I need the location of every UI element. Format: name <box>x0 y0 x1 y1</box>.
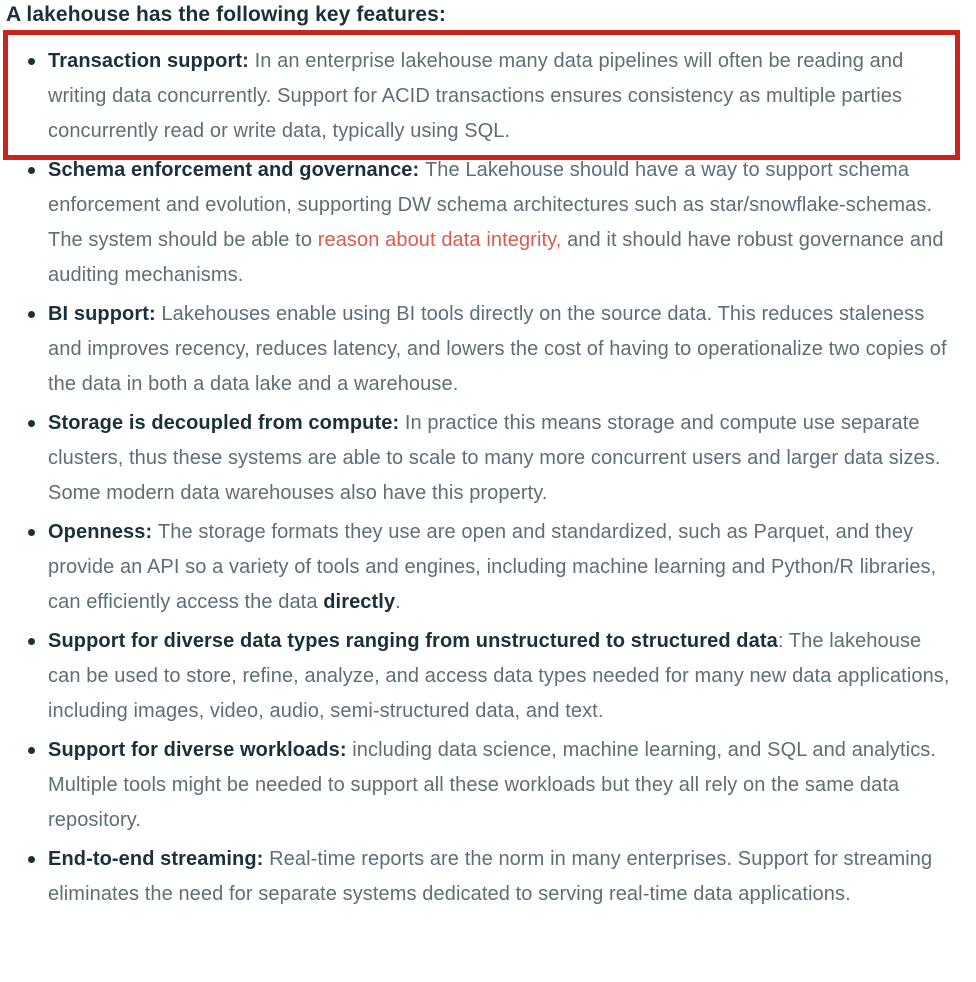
list-item <box>6 624 958 729</box>
feature-label: Openness: <box>48 521 158 543</box>
feature-text: Lakehouses enable using BI tools directly on the source data. This reduces staleness and improves recency, reduces latency, and lowers the cost of having to operationalize two copies of the data in both a data lake and a warehouse. <box>48 303 947 395</box>
bullet-icon <box>28 58 35 65</box>
feature-text: and it should have robust governance and auditing mechanisms. <box>48 229 944 286</box>
bullet-icon <box>28 638 35 645</box>
bullet-icon <box>28 747 35 754</box>
feature-text: . <box>395 591 401 613</box>
list-item <box>6 153 958 293</box>
list-item <box>6 733 958 838</box>
feature-label: End-to-end streaming: <box>48 848 270 870</box>
bullet-icon <box>28 167 35 174</box>
feature-label: BI support: <box>48 303 162 325</box>
feature-text: including data science, machine learning, and SQL and analytics. Multiple tools might be needed to support all these workloads but they all rely on the same data repository. <box>48 739 937 831</box>
list-item <box>6 842 958 912</box>
feature-list <box>6 44 970 912</box>
feature-text: In practice this means storage and compute use separate clusters, thus these systems are able to scale to many more concurrent users and larger data sizes. Some modern data warehouses also have this property. <box>48 412 941 504</box>
bullet-icon <box>28 529 35 536</box>
feature-label: Transaction support: <box>48 50 255 72</box>
feature-text: The storage formats they use are open and standardized, such as Parquet, and they provide an API so a variety of tools and engines, including machine learning and Python/R libraries, can efficiently access the data <box>48 521 937 613</box>
feature-text: The Lakehouse should have a way to support schema enforcement and evolution, supporting DW schema architectures such as star/snowflake-schemas. The system should be able to <box>48 159 933 251</box>
bullet-icon <box>28 856 35 863</box>
feature-text: In an enterprise lakehouse many data pipelines will often be reading and writing data concurrently. Support for ACID transactions ensures consistency as multiple parties concurrently read or write data, typically using SQL. <box>48 50 904 142</box>
link-reason-about-data-integrity[interactable]: reason about data integrity, <box>317 229 562 251</box>
page-title: A lakehouse has the following key features: <box>6 3 446 26</box>
feature-label: Schema enforcement and governance: <box>48 159 425 181</box>
list-item-highlighted <box>6 44 958 149</box>
bullet-icon <box>28 420 35 427</box>
list-item <box>6 515 958 620</box>
feature-text: Real-time reports are the norm in many enterprises. Support for streaming eliminates the need for separate systems dedicated to serving real-time data applications. <box>48 848 933 905</box>
bullet-icon <box>28 311 35 318</box>
document-body <box>6 2 970 912</box>
feature-label: Storage is decoupled from compute: <box>48 412 405 434</box>
feature-label: Support for diverse workloads: <box>48 739 353 761</box>
feature-label: Support for diverse data types ranging from unstructured to structured data <box>48 630 778 652</box>
feature-text: : The lakehouse can be used to store, refine, analyze, and access data types needed for many new data applications, including images, video, audio, semi-structured data, and text. <box>48 630 950 722</box>
list-item <box>6 406 958 511</box>
bold-text: directly <box>323 591 396 613</box>
list-item <box>6 297 958 402</box>
